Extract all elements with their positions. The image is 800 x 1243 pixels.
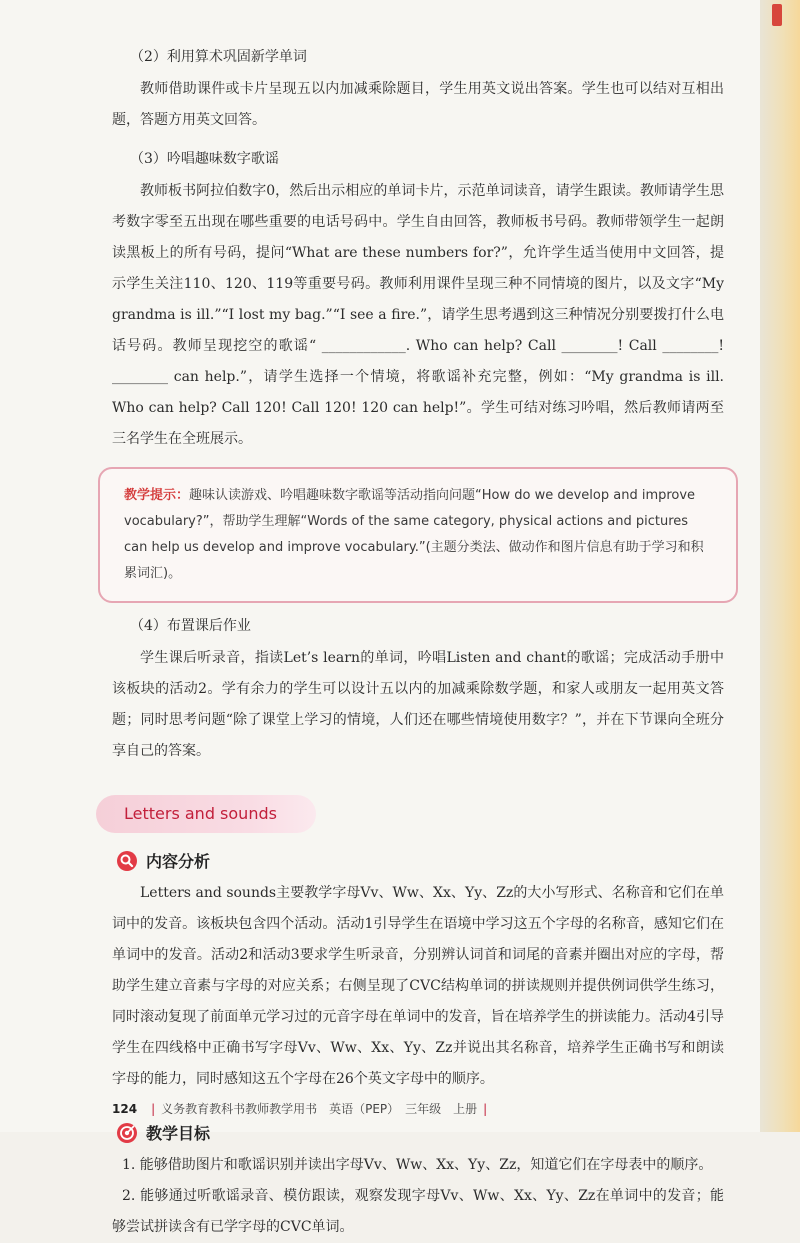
content-analysis-paragraph: Letters and sounds主要教学字母Vv、Ww、Xx、Yy、Zz的大小写形式、名称音和它们在单词中的发音。该板块包含四个活动。活动1引导学生在语境中学习这五个字母的名称音，感知它们在单词中的发音。活动2和活动3要求学生听录音，分别辨认词首和词尾的音素并圈出对应的字母，帮助学生建立音素与字母的对应关系；右侧呈现了CVC结构单词的拼读规则并提供例词供学生练习，同时滚动复现了前面单元学习过的元音字母在单词中的发音，旨在培养学生的拼读能力。活动4引导学生在四线格中正确书写字母Vv、Ww、Xx、Yy、Zz并说出其名称音，培养学生正确书写和朗读字母的能力，同时感知这五个字母在26个英文字母中的顺序。 — [112, 885, 724, 1087]
edge-tab-marker — [772, 4, 782, 26]
section-4-heading: （4）布置课后作业 — [130, 618, 251, 634]
footer-book-title: 义务教育教科书教师教学用书 英语（PEP） 三年级 上册 — [161, 1102, 478, 1116]
section-4-paragraph: 学生课后听录音，指读Let’s learn的单词，吟唱Listen and chant的歌谣；完成活动手册中该板块的活动2。学有余力的学生可以设计五以内的加减乘除数学题，和家人或朋友一起用英文答题；同时思考问题“除了课堂上学习的情境，人们还在哪些情境使用数字？”，并在下节课向全班分享自己的答案。 — [112, 650, 724, 759]
page-edge — [760, 0, 800, 1132]
section-3-heading: （3）吟唱趣味数字歌谣 — [130, 151, 279, 167]
footer-separator: | — [151, 1102, 156, 1116]
magnifier-icon — [116, 850, 138, 872]
teaching-tip-box — [98, 467, 738, 603]
goal-item-1: 1. 能够借助图片和歌谣识别并读出字母Vv、Ww、Xx、Yy、Zz，知道它们在字母表中的顺序。 — [122, 1157, 713, 1173]
page-footer — [112, 1100, 493, 1117]
footer-separator-end: | — [483, 1102, 488, 1116]
content-analysis-title: 内容分析 — [146, 852, 211, 871]
tip-text: 趣味认读游戏、吟唱趣味数字歌谣等活动指向问题“How do we develop and improve vocabulary?”，帮助学生理解“Words of the same category, physical actions and pictures can help us develop and improve vocabulary.”(主题分类法、做动作和图片信息有助于学习和积累词汇)。 — [124, 488, 704, 581]
section-2-paragraph: 教师借助课件或卡片呈现五以内加减乘除题目，学生用英文说出答案。学生也可以结对互相出题，答题方用英文回答。 — [112, 81, 724, 128]
page-number: 124 — [112, 1102, 138, 1116]
teaching-goals-title: 教学目标 — [146, 1124, 211, 1143]
section-2-heading: （2）利用算术巩固新学单词 — [130, 49, 307, 65]
letters-and-sounds-tab: Letters and sounds — [96, 795, 316, 833]
target-icon — [116, 1122, 138, 1144]
goal-item-2: 2. 能够通过听歌谣录音、模仿跟读，观察发现字母Vv、Ww、Xx、Yy、Zz在单词中的发音；能够尝试拼读含有已学字母的CVC单词。 — [112, 1188, 724, 1235]
section-3-paragraph: 教师板书阿拉伯数字0，然后出示相应的单词卡片，示范单词读音，请学生跟读。教师请学生思考数字零至五出现在哪些重要的电话号码中。学生自由回答，教师板书号码。教师带领学生一起朗读黑板上的所有号码，提问“What are these numbers for?”，允许学生适当使用中文回答，提示学生关注110、120、119等重要号码。教师利用课件呈现三种不同情境的图片，以及文字“My grandma is ill.”“I lost my bag.”“I see a fire.”，请学生思考遇到这三种情况分别要拨打什么电话号码。教师呈现挖空的歌谣“ ____________. Who can help? Call ________! Call ________! ________ can help.”，请学生选择一个情境，将歌谣补充完整，例如：“My grandma is ill. Who can help? Call 120! Call 120! 120 can help!”。学生可结对练习吟唱，然后教师请两至三名学生在全班展示。 — [112, 183, 724, 447]
teaching-goals-heading — [116, 1121, 724, 1144]
page-content — [112, 34, 724, 1243]
content-analysis-heading — [116, 849, 724, 872]
tip-label: 教学提示： — [124, 488, 190, 503]
